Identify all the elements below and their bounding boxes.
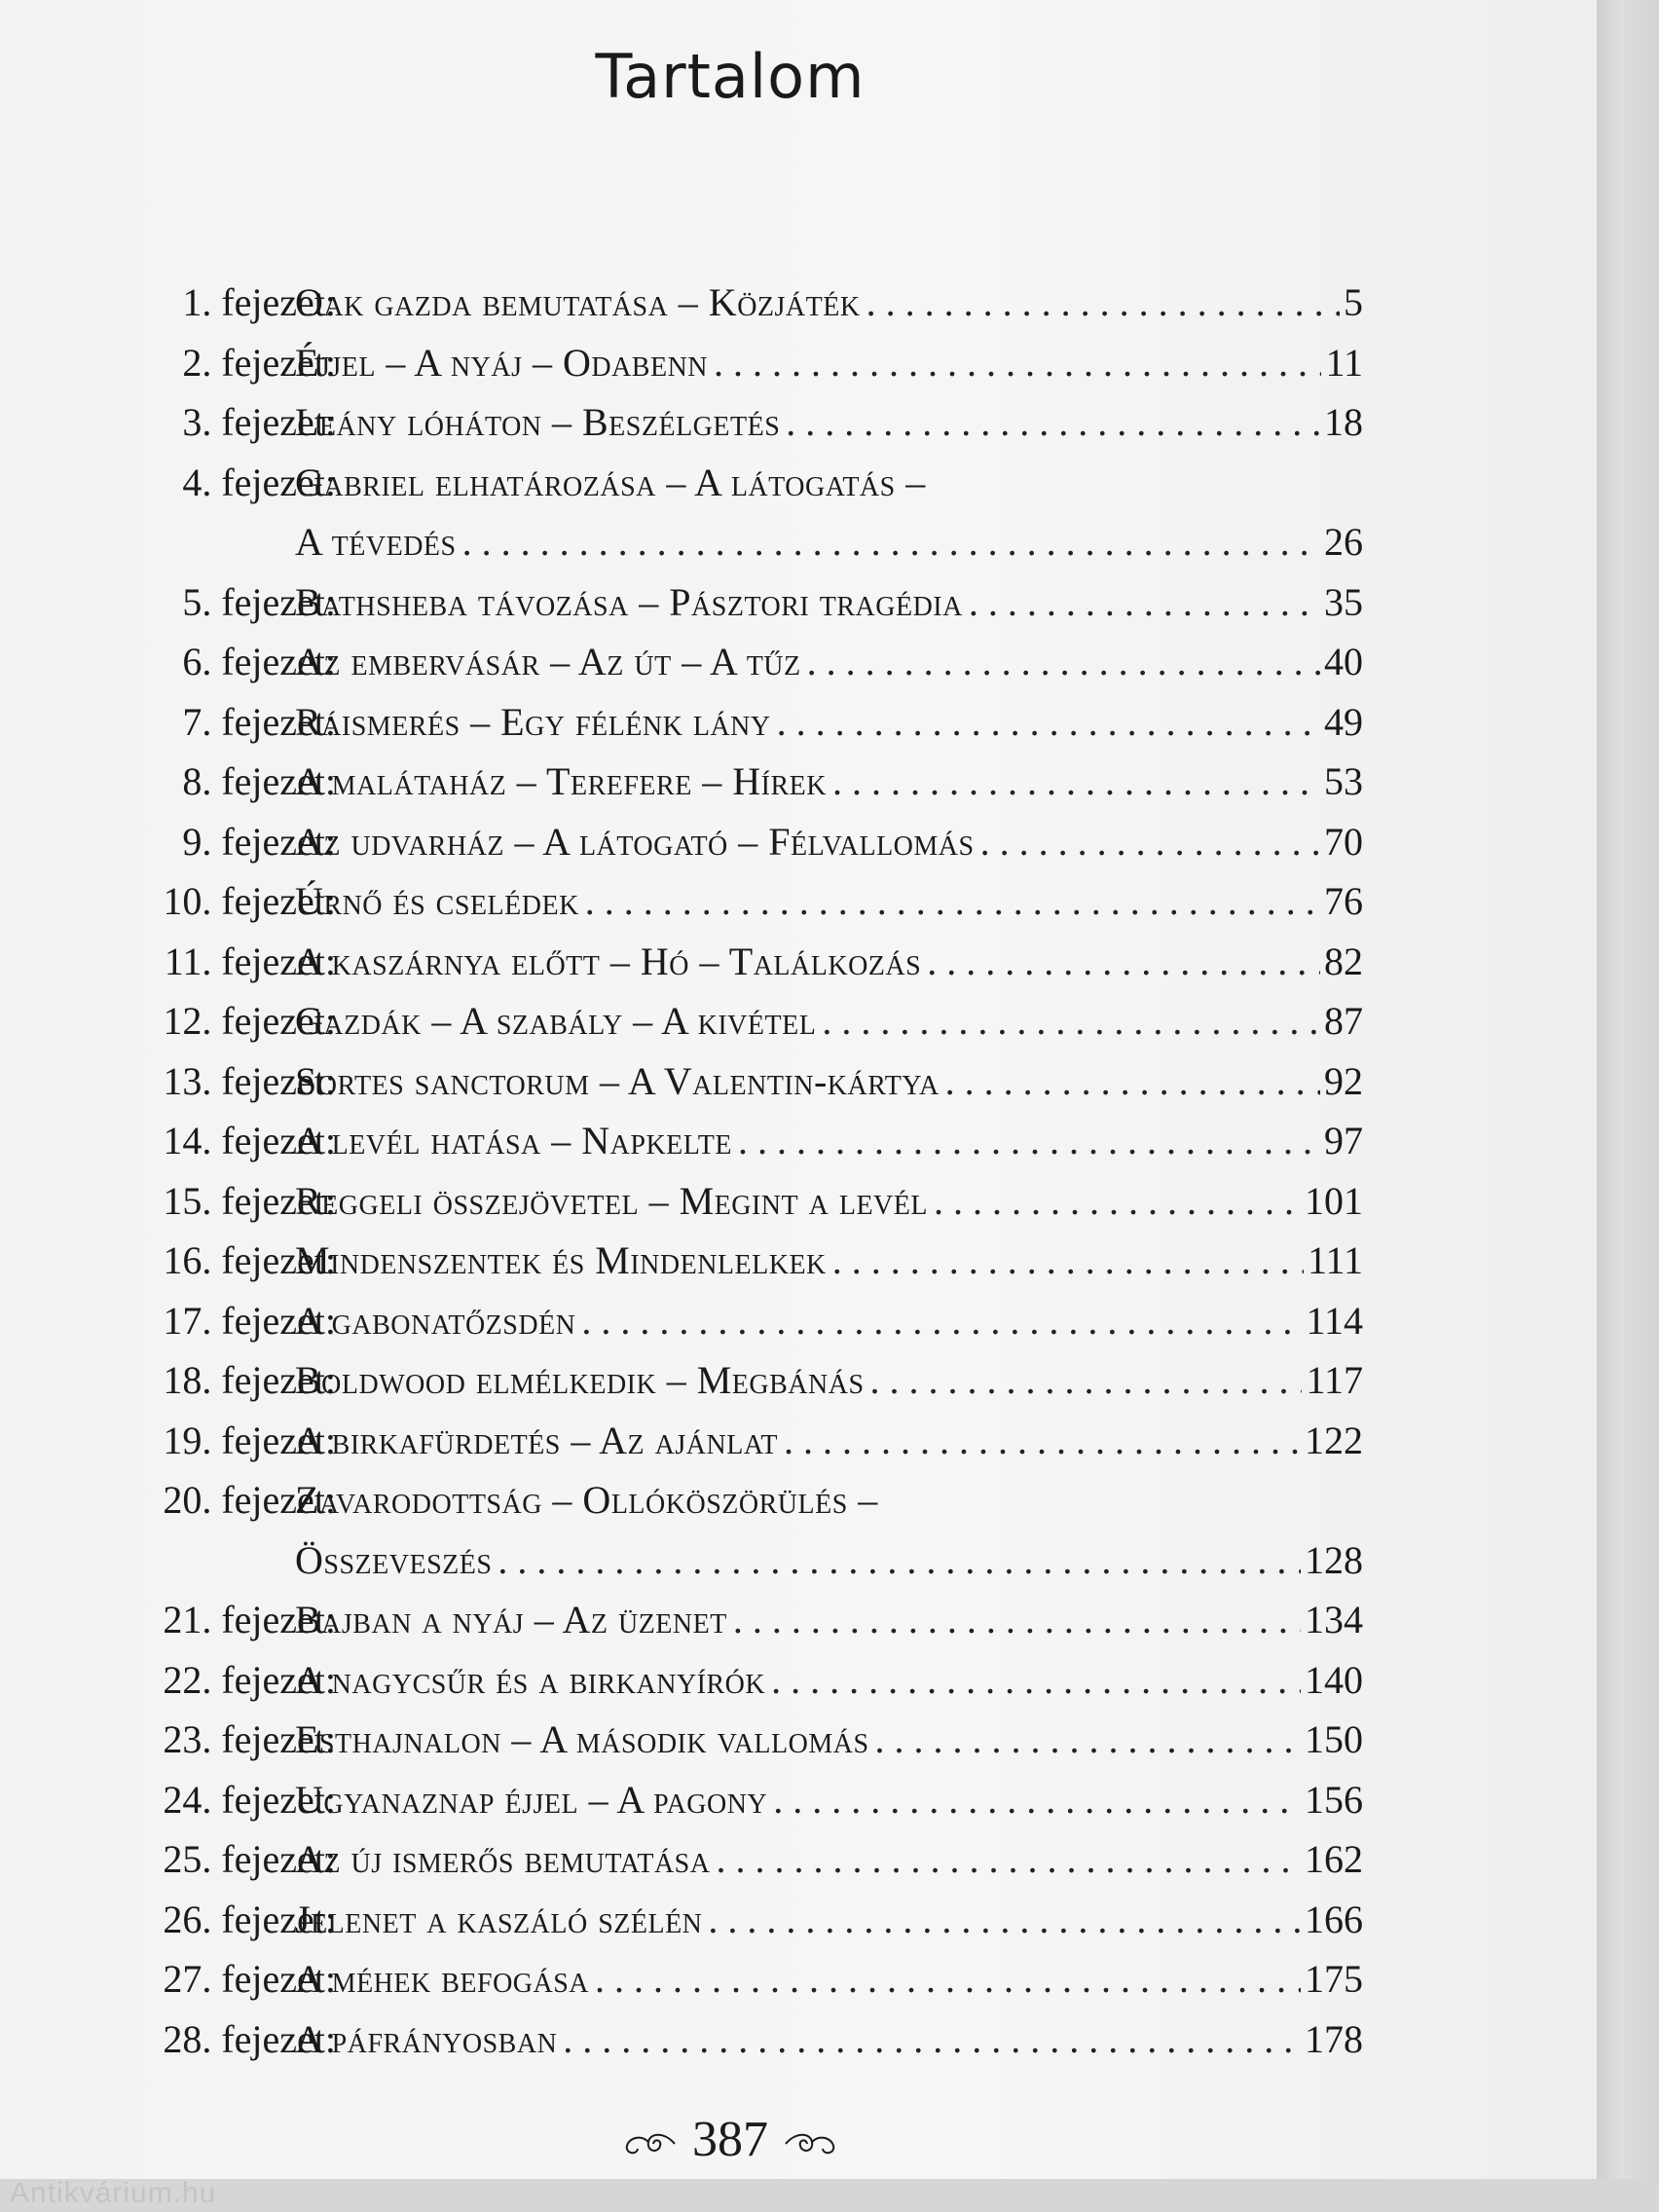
chapter-number: 7. fejezet: [182,699,336,744]
page-reference: 40 [1324,640,1363,683]
toc-entry [39,812,1402,872]
chapter-number: 6. fejezet: [182,640,336,683]
toc-entry [39,1231,1402,1291]
chapter-number: 28. fejezet: [163,2016,336,2061]
chapter-number: 25. fejezet: [163,1837,336,1881]
chapter-title: Mindenszentek és Mindenlelkek [295,1238,827,1282]
dot-leader [832,1231,1304,1291]
dot-leader [927,932,1320,992]
page-reference: 101 [1305,1178,1363,1223]
dot-leader [875,1710,1301,1770]
dot-leader [585,871,1320,932]
toc-entry [39,1650,1402,1711]
chapter-title: Reggeli összejövetel – Megint a levél [295,1178,928,1223]
toc-entry [39,453,1402,513]
page-reference: 150 [1305,1717,1363,1761]
chapter-number: 20. fejezet: [163,1478,336,1522]
dot-leader [462,512,1320,572]
toc-entry [39,1530,1402,1591]
page-reference: 156 [1305,1777,1363,1822]
page-edge [1597,0,1659,2212]
toc-entry [39,1171,1402,1232]
chapter-number: 24. fejezet: [163,1777,336,1822]
chapter-number: 5. fejezet: [182,579,336,624]
dot-leader [934,1171,1301,1232]
toc-entry [39,1291,1402,1351]
dot-leader [773,1770,1301,1830]
dot-leader [822,991,1320,1051]
toc-entry [39,1829,1402,1890]
chapter-title: Zavarodottság – Ollóköszörülés – [295,1478,878,1522]
chapter-title: Bajban a nyáj – Az üzenet [295,1598,727,1641]
toc-entry [39,1949,1402,2009]
chapter-title: Az embervásár – Az út – A tűz [295,640,801,683]
dot-leader [563,2009,1301,2070]
chapter-title: A levél hatása – Napkelte [295,1119,733,1162]
toc-entry [39,991,1402,1051]
chapter-title: Bathsheba távozása – Pásztori tragédia [295,579,963,624]
page-reference: 114 [1306,1298,1363,1343]
dot-leader [738,1111,1320,1171]
chapter-number: 4. fejezet: [182,460,336,504]
page-reference: 178 [1305,2016,1363,2061]
chapter-title: A páfrányosban [295,2016,558,2061]
toc-entry [39,632,1402,692]
chapter-number: 22. fejezet: [163,1657,336,1702]
chapter-title: Jelenet a kaszáló szélén [295,1897,703,1941]
right-ornament-icon [781,2124,839,2163]
chapter-title: Esthajnalon – A második vallomás [295,1717,869,1761]
page-number: 387 [692,2112,768,2167]
chapter-number: 27. fejezet: [163,1957,336,2001]
dot-leader [581,1291,1302,1351]
chapter-title: A tévedés [295,520,457,564]
dot-leader [784,1411,1301,1471]
page-reference: 76 [1324,879,1363,923]
chapter-number: 11. fejezet: [164,939,336,983]
chapter-number: 2. fejezet: [182,340,336,385]
bottom-strip [0,2179,1659,2212]
dot-leader [498,1530,1301,1591]
chapter-number: 19. fejezet: [163,1418,336,1462]
dot-leader [969,572,1320,633]
dot-leader [777,692,1320,753]
toc-entry [39,1590,1402,1650]
chapter-number: 18. fejezet: [163,1358,336,1402]
chapter-number: 13. fejezet: [163,1058,336,1103]
toc-entry [39,1411,1402,1471]
toc-entry [39,1710,1402,1770]
chapter-number: 3. fejezet: [182,400,336,444]
toc-entry [39,871,1402,932]
chapter-title: A kaszárnya előtt – Hó – Találkozás [295,939,922,983]
chapter-number: 1. fejezet: [182,280,336,324]
page-reference: 175 [1305,1957,1363,2001]
chapter-title: Leány lóháton – Beszélgetés [295,400,781,444]
page-reference: 92 [1324,1058,1363,1103]
page-reference: 35 [1324,579,1363,624]
table-of-contents [39,273,1402,2069]
chapter-title: A méhek befogása [295,1957,590,2001]
chapter-number: 21. fejezet: [163,1598,336,1641]
chapter-number: 26. fejezet: [163,1897,336,1941]
chapter-number: 17. fejezet: [163,1298,336,1343]
page-footer [0,2111,1460,2168]
dot-leader [595,1949,1301,2009]
chapter-number: 14. fejezet: [163,1119,336,1162]
toc-entry [39,333,1402,393]
chapter-title: Gazdák – A szabály – A kivétel [295,999,817,1043]
chapter-number: 9. fejezet: [182,819,336,864]
dot-leader [786,392,1320,453]
chapter-number: 15. fejezet: [163,1178,336,1223]
toc-entry [39,1111,1402,1171]
page-reference: 11 [1325,340,1363,385]
toc-entry [39,2009,1402,2070]
chapter-title: A malátaház – Terefere – Hírek [295,759,828,803]
toc-entry [39,512,1402,572]
toc-entry [39,752,1402,812]
chapter-title: A gabonatőzsdén [295,1298,576,1343]
page-reference: 18 [1324,400,1363,444]
dot-leader [945,1051,1320,1112]
chapter-title: A nagycsűr és a birkanyírók [295,1657,766,1702]
page-reference: 97 [1324,1119,1363,1162]
dot-leader [733,1590,1301,1650]
page-reference: 134 [1305,1598,1363,1641]
chapter-title: Oak gazda bemutatása – Közjáték [295,280,861,324]
page-reference: 162 [1305,1837,1363,1881]
page-reference: 117 [1306,1358,1363,1402]
page-reference: 122 [1305,1418,1363,1462]
chapter-title: Sortes sanctorum – A Valentin-kártya [295,1058,940,1103]
page-reference: 87 [1324,999,1363,1043]
chapter-title: Úrnő és cselédek [295,879,579,923]
page-reference: 82 [1324,939,1363,983]
toc-entry [39,392,1402,453]
page-reference: 49 [1324,699,1363,744]
toc-entry [39,572,1402,633]
page-reference: 26 [1324,520,1363,564]
chapter-number: 10. fejezet: [163,879,336,923]
chapter-number: 12. fejezet: [163,999,336,1043]
page-reference: 140 [1305,1657,1363,1702]
page-reference: 5 [1344,280,1363,324]
toc-entry [39,932,1402,992]
toc-entry [39,1470,1402,1530]
watermark: Antikvárium.hu [10,2177,217,2209]
dot-leader [714,333,1321,393]
toc-entry [39,1770,1402,1830]
chapter-number: 8. fejezet: [182,759,336,803]
chapter-title: Összeveszés [295,1537,493,1582]
chapter-number: 23. fejezet: [163,1717,336,1761]
dot-leader [870,1350,1303,1411]
page-reference: 53 [1324,759,1363,803]
page-reference: 111 [1307,1238,1363,1282]
chapter-title: A birkafürdetés – Az ajánlat [295,1418,779,1462]
left-ornament-icon [621,2124,680,2163]
dot-leader [708,1890,1301,1950]
dot-leader [716,1829,1301,1890]
dot-leader [832,752,1320,812]
chapter-title: Ráismerés – Egy félénk lány [295,699,771,744]
toc-entry [39,1890,1402,1950]
page-title: Tartalom [595,41,866,112]
page-reference: 166 [1305,1897,1363,1941]
page-reference: 128 [1305,1537,1363,1582]
chapter-title: Éjjel – A nyáj – Odabenn [295,340,709,385]
toc-entry [39,1350,1402,1411]
dot-leader [807,632,1320,692]
chapter-title: Az új ismerős bemutatása [295,1837,711,1881]
chapter-title: Az udvarház – A látogató – Félvallomás [295,819,975,864]
dot-leader [771,1650,1301,1711]
toc-entry [39,692,1402,753]
page-reference: 70 [1324,819,1363,864]
dot-leader [866,273,1340,333]
toc-entry [39,1051,1402,1112]
chapter-number: 16. fejezet: [163,1238,336,1282]
chapter-title: Boldwood elmélkedik – Megbánás [295,1358,865,1402]
dot-leader [980,812,1320,872]
toc-entry [39,273,1402,333]
chapter-title: Ugyanaznap éjjel – A pagony [295,1777,768,1822]
chapter-title: Gabriel elhatározása – A látogatás – [295,460,926,504]
